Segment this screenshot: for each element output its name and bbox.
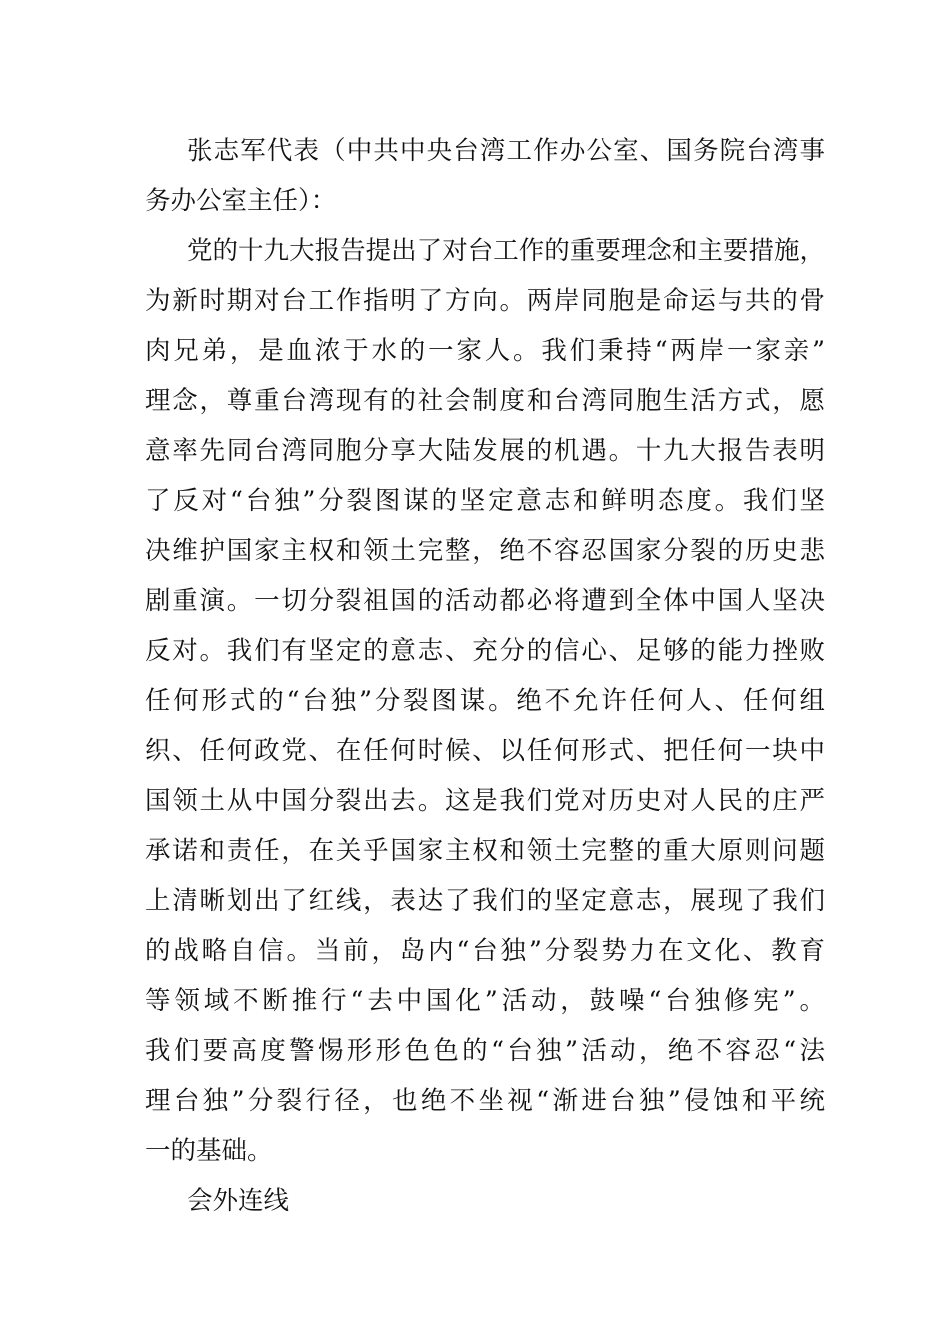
body-line: 意率先同台湾同胞分享大陆发展的机遇。十九大报告表明: [145, 436, 825, 466]
body-line: 我们要高度警惕形形色色的“台独”活动，绝不容忍“法: [145, 1036, 825, 1066]
body-line: 任何形式的“台独”分裂图谋。绝不允许任何人、任何组: [145, 686, 825, 716]
speaker-line: 务办公室主任）：: [145, 186, 337, 216]
body-line: 肉兄弟，是血浓于水的一家人。我们秉持“两岸一家亲”: [145, 336, 825, 366]
section-heading: 会外连线: [187, 1186, 290, 1216]
body-line: 承诺和责任，在关乎国家主权和领土完整的重大原则问题: [145, 836, 825, 866]
section-heading-paragraph: [145, 1176, 825, 1226]
body-line: 等领域不断推行“去中国化”活动，鼓噪“台独修宪”。: [145, 986, 825, 1016]
body-line: 反对。我们有坚定的意志、充分的信心、足够的能力挫败: [145, 636, 825, 666]
speaker-paragraph: [145, 126, 825, 226]
body-line: 剧重演。一切分裂祖国的活动都必将遭到全体中国人坚决: [145, 586, 825, 616]
body-line: 了反对“台独”分裂图谋的坚定意志和鲜明态度。我们坚: [145, 486, 825, 516]
speaker-line: 张志军代表（中共中央台湾工作办公室、国务院台湾事: [187, 136, 825, 166]
body-line: 织、任何政党、在任何时候、以任何形式、把任何一块中: [145, 736, 825, 766]
body-line: 国领土从中国分裂出去。这是我们党对历史对人民的庄严: [145, 786, 825, 816]
body-line: 党的十九大报告提出了对台工作的重要理念和主要措施，: [187, 236, 825, 266]
body-line: 上清晰划出了红线，表达了我们的坚定意志，展现了我们: [145, 886, 825, 916]
body-line: 理台独”分裂行径，也绝不坐视“渐进台独”侵蚀和平统: [145, 1086, 825, 1116]
body-line: 的战略自信。当前，岛内“台独”分裂势力在文化、教育: [145, 936, 825, 966]
body-line: 理念，尊重台湾现有的社会制度和台湾同胞生活方式，愿: [145, 386, 825, 416]
body-line: 决维护国家主权和领土完整，绝不容忍国家分裂的历史悲: [145, 536, 825, 566]
document-text: [145, 126, 825, 1226]
body-line: 一的基础。: [145, 1136, 273, 1166]
body-line: 为新时期对台工作指明了方向。两岸同胞是命运与共的骨: [145, 286, 825, 316]
body-paragraph: [145, 226, 825, 1176]
